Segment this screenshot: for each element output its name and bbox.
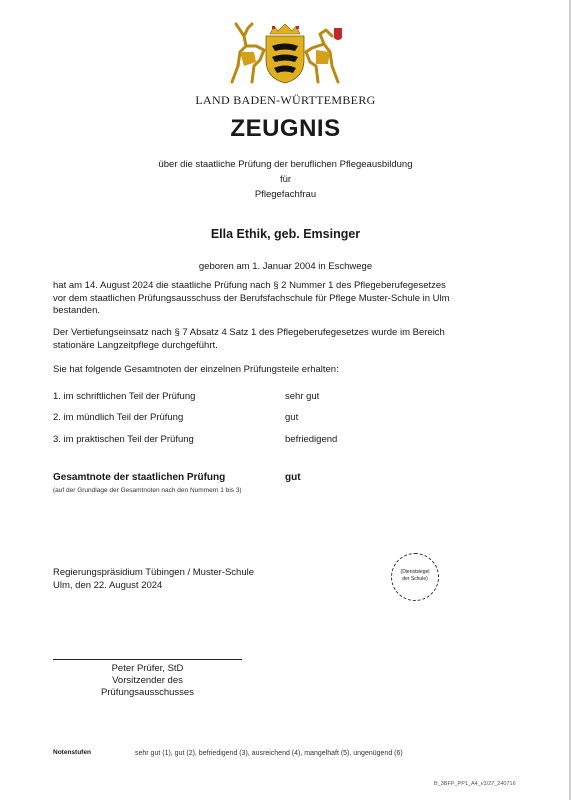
seal-text-line: (Dienstsiegel [400,569,430,575]
total-grade-label: Gesamtnote der staatlichen Prüfung [53,472,226,483]
coat-of-arms-icon [226,22,344,84]
seal-text-line: der Schule) [402,576,428,582]
grade-value: befriedigend [285,434,338,445]
person-name: Ella Ethik, geb. Emsinger [210,227,361,241]
grade-scale-label: Notenstufen [53,749,91,756]
exam-paragraph-line: vor dem staatlichen Prüfungsausschuss der Berufsfachschule für Pflege Muster-Schule in Ulm [53,292,450,304]
placement-paragraph [53,327,523,352]
grade-label: 2. im mündlich Teil der Prüfung [53,412,184,423]
grade-scale-text: sehr gut (1), gut (2), befriedigend (3), ausreichend (4), mangelhaft (5), ungenügend (6) [135,750,403,757]
form-id: B_3BFP_PP1_A4_v3/27_240716 [434,781,516,787]
total-grade-value: gut [285,472,301,483]
signatory-name: Peter Prüfer, StD [111,663,184,674]
official-seal-placeholder [391,553,439,601]
signatory-role: Vorsitzender des [112,675,183,686]
grade-value: gut [285,412,299,423]
grade-value: sehr gut [285,391,320,402]
grade-label: 3. im praktischen Teil der Prüfung [53,434,194,445]
total-grade-note: (auf der Grundlage der Gesamtnoten nach den Nummern 1 bis 3) [53,487,242,494]
issuer-authority: Regierungspräsidium Tübingen / Muster-Schule [53,567,255,578]
issue-place-date: Ulm, den 22. August 2024 [53,579,163,591]
state-name: LAND BADEN-WÜRTTEMBERG [195,93,376,107]
grades-intro: Sie hat folgende Gesamtnoten der einzelnen Prüfungsteile erhalten: [53,364,339,375]
birth-info: geboren am 1. Januar 2004 in Eschwege [198,261,373,272]
signature-line [53,659,242,660]
subtitle-profession: Pflegefachfrau [254,189,317,200]
exam-paragraph-line: bestanden. [53,305,101,316]
subtitle-exam: über die staatliche Prüfung der beruflichen Pflegeausbildung [158,159,413,170]
exam-paragraph-line: hat am 14. August 2024 die staatliche Prüfung nach § 2 Nummer 1 des Pflegeberufegesetzes [53,280,446,291]
placement-paragraph-line: stationäre Langzeitpflege durchgeführt. [53,339,218,351]
issuer-block [53,567,523,592]
exam-paragraph [53,280,523,318]
document-title: ZEUGNIS [230,115,341,142]
grade-label: 1. im schriftlichen Teil der Prüfung [53,391,196,402]
placement-paragraph-line: Der Vertiefungseinsatz nach § 7 Absatz 4 Satz 1 des Pflegeberufegesetzes wurde im Bereich [53,327,445,338]
signatory-role: Prüfungsausschusses [101,687,194,698]
subtitle-for: für [279,174,292,185]
